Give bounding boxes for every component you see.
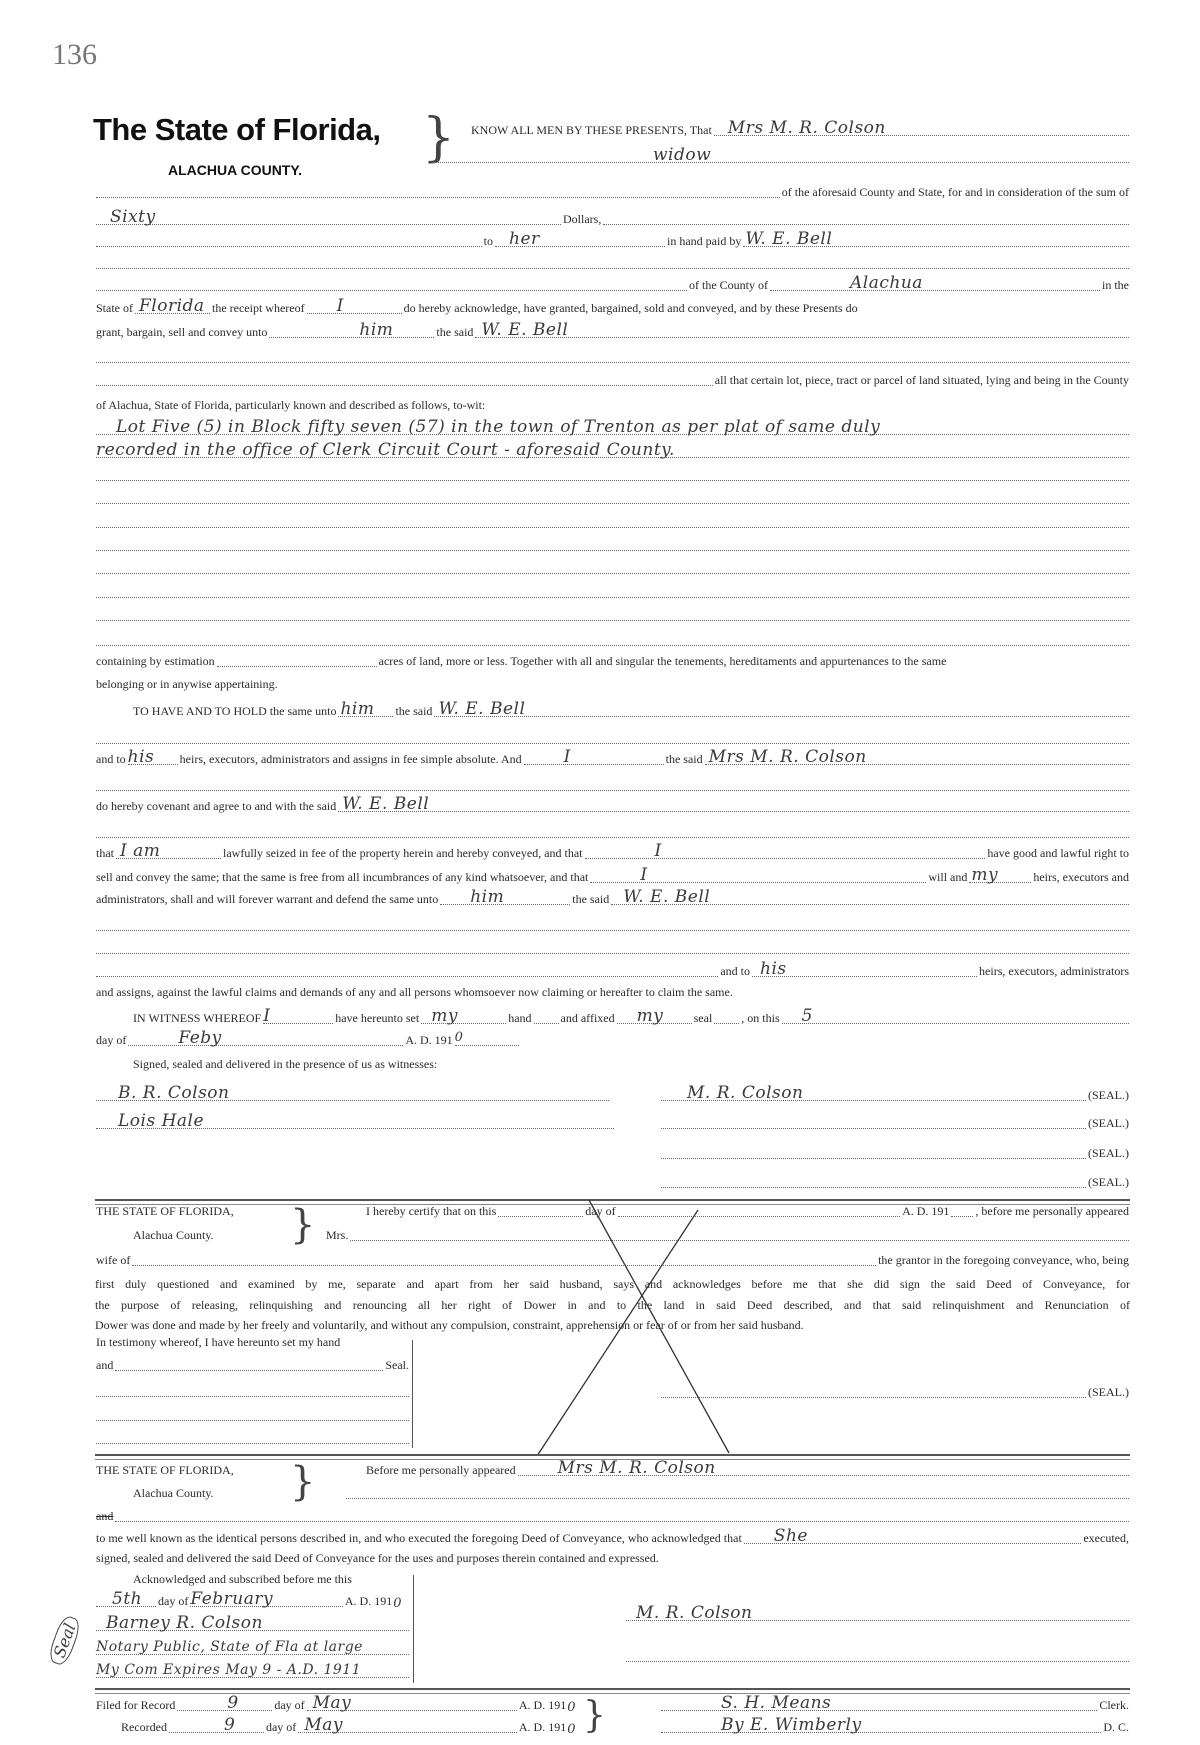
brace: }: [422, 108, 456, 168]
ack-county: [132, 1485, 300, 1503]
label: THE STATE OF FLORIDA,: [96, 1463, 234, 1477]
label: A. D. 191: [518, 1698, 567, 1712]
label: the said: [436, 325, 474, 339]
seal-label: (SEAL.): [1088, 1088, 1129, 1102]
clerk-line: [660, 1693, 1130, 1715]
label: day of: [265, 1720, 297, 1734]
handwritten-entry: 9: [223, 1715, 236, 1735]
label: containing by estimation: [96, 654, 215, 668]
blank-field[interactable]: [346, 1480, 1129, 1499]
deputy-line: [660, 1715, 1130, 1737]
handwritten-entry: 9: [227, 1693, 239, 1713]
label: I hereby certify that on this: [366, 1204, 497, 1218]
ack-and: [95, 1508, 1130, 1526]
label: and assigns, against the lawful claims and demands of any and all persons whomsoever now claiming or hereafter to claim the same.: [96, 985, 733, 999]
handwritten-entry: widow: [653, 145, 712, 165]
recorded-line: [120, 1715, 580, 1737]
blank-line: [345, 1485, 1130, 1503]
handwritten-entry: I am: [120, 841, 161, 861]
handwritten-entry: She: [773, 1526, 808, 1546]
handwritten-entry: May: [304, 1715, 343, 1735]
handwritten-entry: my: [971, 865, 999, 885]
label: Signed, sealed and delivered in the presence of us as witnesses:: [133, 1057, 438, 1071]
label: A. D. 191: [902, 1204, 950, 1218]
handwritten-entry: Mrs M. R. Colson: [557, 1458, 716, 1478]
handwritten-entry: W. E. Bell: [481, 320, 569, 340]
handwritten-entry: his: [760, 959, 787, 979]
label: belonging or in anywise appertaining.: [96, 677, 278, 691]
recorded-day-field[interactable]: [169, 1714, 264, 1733]
label: to me well known as the identical persons described in, and who executed the foregoing Deed of Conveyance, who acknowledged that: [96, 1531, 742, 1545]
ack-well-known: [95, 1526, 1130, 1548]
handwritten-entry: Florida: [139, 296, 205, 316]
label: , on this: [741, 1011, 780, 1025]
handwritten-entry: B. R. Colson: [118, 1083, 230, 1103]
label: and to: [720, 964, 751, 978]
handwritten-entry: W. E. Bell: [438, 699, 526, 719]
label: THE STATE OF FLORIDA,: [96, 1204, 234, 1218]
ack-subscribed: [132, 1571, 410, 1589]
handwritten-entry: Sixty: [110, 207, 156, 227]
deputy-signature-field[interactable]: [661, 1714, 1101, 1733]
label: D. C.: [1103, 1720, 1129, 1734]
brace: }: [290, 1202, 316, 1248]
label: all that certain lot, piece, tract or parcel of land situated, lying and being in the County: [714, 373, 1129, 387]
handwritten-entry: Alachua: [850, 273, 923, 293]
label: A. D. 191: [344, 1594, 393, 1608]
label: in hand paid by: [667, 234, 742, 248]
label: Alachua County.: [133, 1228, 214, 1242]
label: Alachua County.: [133, 1486, 214, 1500]
label: heirs, executors, administrators: [979, 964, 1129, 978]
handwritten-entry: Feby: [178, 1028, 222, 1048]
label: Before me personally appeared: [366, 1463, 516, 1477]
handwritten-entry: My Com Expires May 9 - A.D. 1911: [96, 1662, 362, 1678]
label: in the: [1102, 278, 1129, 292]
handwritten-entry: 0: [454, 1030, 464, 1045]
label: heirs, executors and: [1033, 870, 1129, 884]
label: Recorded: [121, 1720, 167, 1734]
label: In testimony whereof, I have hereunto set my hand: [96, 1335, 341, 1349]
label: will and: [928, 870, 968, 884]
blank-line: [625, 1648, 1130, 1666]
notary-field[interactable]: [96, 1612, 409, 1631]
notary-line: [95, 1664, 410, 1682]
recorded-month-field[interactable]: [298, 1714, 517, 1733]
label: do hereby acknowledge, have granted, bargained, sold and conveyed, and by these Presents do: [403, 301, 858, 315]
handwritten-entry: By E. Wimberly: [721, 1715, 862, 1735]
handwritten-entry: Mrs M. R. Colson: [708, 747, 867, 767]
seal-label: (SEAL.): [1088, 1175, 1129, 1189]
ack-before-me: [365, 1458, 1130, 1480]
filed-line: [95, 1693, 580, 1715]
handwritten-entry: I: [336, 296, 344, 316]
year-digit: 0: [567, 1700, 576, 1715]
label: have good and lawful right to: [987, 846, 1129, 860]
label: Seal.: [385, 1358, 409, 1372]
handwritten-entry: W. E. Bell: [623, 887, 711, 907]
filed-day-field[interactable]: [177, 1692, 272, 1711]
brace: }: [290, 1459, 316, 1505]
label: of the aforesaid County and State, for and in consideration of the sum of: [781, 185, 1129, 199]
struck-label: and: [96, 1509, 114, 1523]
handwritten-entry: M. R. Colson: [687, 1083, 804, 1103]
notary-field[interactable]: [96, 1659, 409, 1678]
ack-signed: [95, 1550, 1130, 1568]
label: and affixed: [560, 1011, 615, 1025]
blank-field[interactable]: [115, 1503, 1129, 1522]
label: grant, bargain, sell and convey unto: [96, 325, 268, 339]
handwritten-entry: Lot Five (5) in Block fifty seven (57) in the town of Trenton as per plat of same duly: [116, 417, 881, 437]
label: acres of land, more or less. Together with all and singular the tenements, hereditaments and appurtenances to the same: [378, 654, 947, 668]
handwritten-entry: May: [312, 1693, 352, 1713]
label: Acknowledged and subscribed before me this: [133, 1572, 352, 1586]
handwritten-entry: him: [340, 699, 375, 719]
handwritten-entry: S. H. Means: [721, 1693, 832, 1713]
brace-line: [413, 1575, 414, 1683]
notary-seal-note: Seal: [46, 1614, 83, 1667]
label: Filed for Record: [96, 1698, 176, 1712]
handwritten-entry: him: [470, 887, 505, 907]
month-field[interactable]: [190, 1588, 343, 1607]
label: State of: [96, 301, 133, 315]
label: signed, sealed and delivered the said Deed of Conveyance for the uses and purposes therein contained and expressed.: [96, 1551, 659, 1565]
label: to: [483, 234, 494, 248]
signature-field[interactable]: [626, 1602, 1129, 1621]
dower-paragraph: the purpose of releasing, relinquishing and renouncing all her right of Dower in and to the land in said Deed described, and that said relinquishment and Renunciation of: [95, 1298, 1130, 1312]
handwritten-entry: Notary Public, State of Fla at large: [96, 1639, 363, 1655]
notary-line: [95, 1641, 410, 1659]
she-field[interactable]: [744, 1525, 1082, 1544]
year-digit: 0: [393, 1596, 402, 1611]
label: of the County of: [689, 278, 768, 292]
label: seal: [693, 1011, 713, 1025]
label: the grantor in the foregoing conveyance, who, being: [878, 1253, 1129, 1267]
label: that: [96, 846, 114, 860]
appeared-field[interactable]: [518, 1457, 1129, 1476]
handwritten-entry: my: [431, 1006, 458, 1026]
handwritten-entry: Barney R. Colson: [106, 1613, 263, 1633]
label: of Alachua, State of Florida, particularly known and described as follows, to-wit:: [96, 398, 486, 412]
handwritten-entry: M. R. Colson: [636, 1603, 753, 1623]
notary-field[interactable]: [96, 1636, 409, 1655]
blank-field[interactable]: [626, 1643, 1129, 1662]
handwritten-entry: W. E. Bell: [342, 794, 430, 814]
handwritten-entry: Mrs M. R. Colson: [727, 118, 886, 138]
label: and to: [96, 752, 126, 766]
handwritten-entry: I: [654, 841, 662, 861]
label: A. D. 191: [518, 1720, 567, 1734]
handwritten-entry: 5: [801, 1006, 813, 1026]
handwritten-entry: my: [636, 1006, 664, 1026]
day-field[interactable]: [96, 1588, 156, 1607]
label: wife of: [96, 1253, 131, 1267]
label: the said: [665, 752, 703, 766]
handwritten-entry: I: [640, 865, 648, 885]
seal-label: (SEAL.): [1088, 1116, 1129, 1130]
label: day of: [96, 1033, 127, 1047]
label: administrators, shall and will forever warrant and defend the same unto: [96, 892, 439, 906]
handwritten-entry: his: [127, 747, 155, 767]
ack-state: [95, 1462, 300, 1480]
handwritten-entry: W. E. Bell: [745, 229, 833, 249]
state-title: The State of Florida,: [93, 112, 381, 147]
seal-label: (SEAL.): [1088, 1146, 1129, 1160]
ack-signature-line: [625, 1603, 1130, 1625]
label: Dollars,: [563, 212, 602, 226]
label: executed,: [1083, 1531, 1129, 1545]
label: the said: [572, 892, 610, 906]
label: the said: [395, 704, 433, 718]
label: TO HAVE AND TO HOLD the same unto: [133, 704, 337, 718]
handwritten-entry: I: [263, 1006, 271, 1026]
label: and: [96, 1358, 114, 1372]
handwritten-entry: Lois Hale: [118, 1111, 205, 1131]
brace: }: [583, 1695, 606, 1736]
label: heirs, executors, administrators and assigns in fee simple absolute. And: [179, 752, 522, 766]
handwritten-entry: 5th: [112, 1589, 143, 1609]
label: day of: [274, 1698, 305, 1712]
label: , before me personally appeared: [975, 1204, 1129, 1218]
filed-month-field[interactable]: [307, 1692, 517, 1711]
label: sell and convey the same; that the same is free from all incumbrances of any kind whatsoever, and that: [96, 870, 589, 884]
dower-paragraph: first duly questioned and examined by me, separate and apart from her said husband, says and acknowledges before me that she did sign the said Deed of Conveyance, for: [95, 1277, 1130, 1291]
label: hand: [508, 1011, 532, 1025]
handwritten-entry: I: [563, 747, 571, 767]
handwritten-entry: recorded in the office of Clerk Circuit Court - aforesaid County.: [96, 440, 675, 460]
dower-paragraph: Dower was done and made by her freely and voluntarily, and without any compulsion, constraint, apprehension or fear of or from her said husband.: [95, 1318, 804, 1332]
county-title: ALACHUA COUNTY.: [168, 162, 303, 178]
label: day of: [585, 1204, 616, 1218]
label: have hereunto set: [335, 1011, 420, 1025]
handwritten-entry: February: [190, 1589, 274, 1609]
label: do hereby covenant and agree to and with the said: [96, 799, 337, 813]
label: A. D. 191: [405, 1033, 453, 1047]
label: the receipt whereof: [212, 301, 305, 315]
seal-label: (SEAL.): [1088, 1385, 1129, 1399]
handwritten-entry: her: [509, 229, 540, 249]
label: Clerk.: [1099, 1698, 1129, 1712]
ack-day: [95, 1589, 410, 1611]
notary-line: [95, 1613, 410, 1635]
page-number: 136: [52, 38, 97, 71]
handwritten-entry: him: [359, 320, 394, 340]
clerk-signature-field[interactable]: [661, 1692, 1097, 1711]
label: Mrs.: [326, 1228, 349, 1242]
label: KNOW ALL MEN BY THESE PRESENTS, That: [471, 123, 712, 137]
label: IN WITNESS WHEREOF: [133, 1011, 262, 1025]
label: day of: [158, 1594, 189, 1608]
year-digit: 0: [567, 1722, 576, 1737]
label: lawfully seized in fee of the property herein and hereby conveyed, and that: [223, 846, 583, 860]
